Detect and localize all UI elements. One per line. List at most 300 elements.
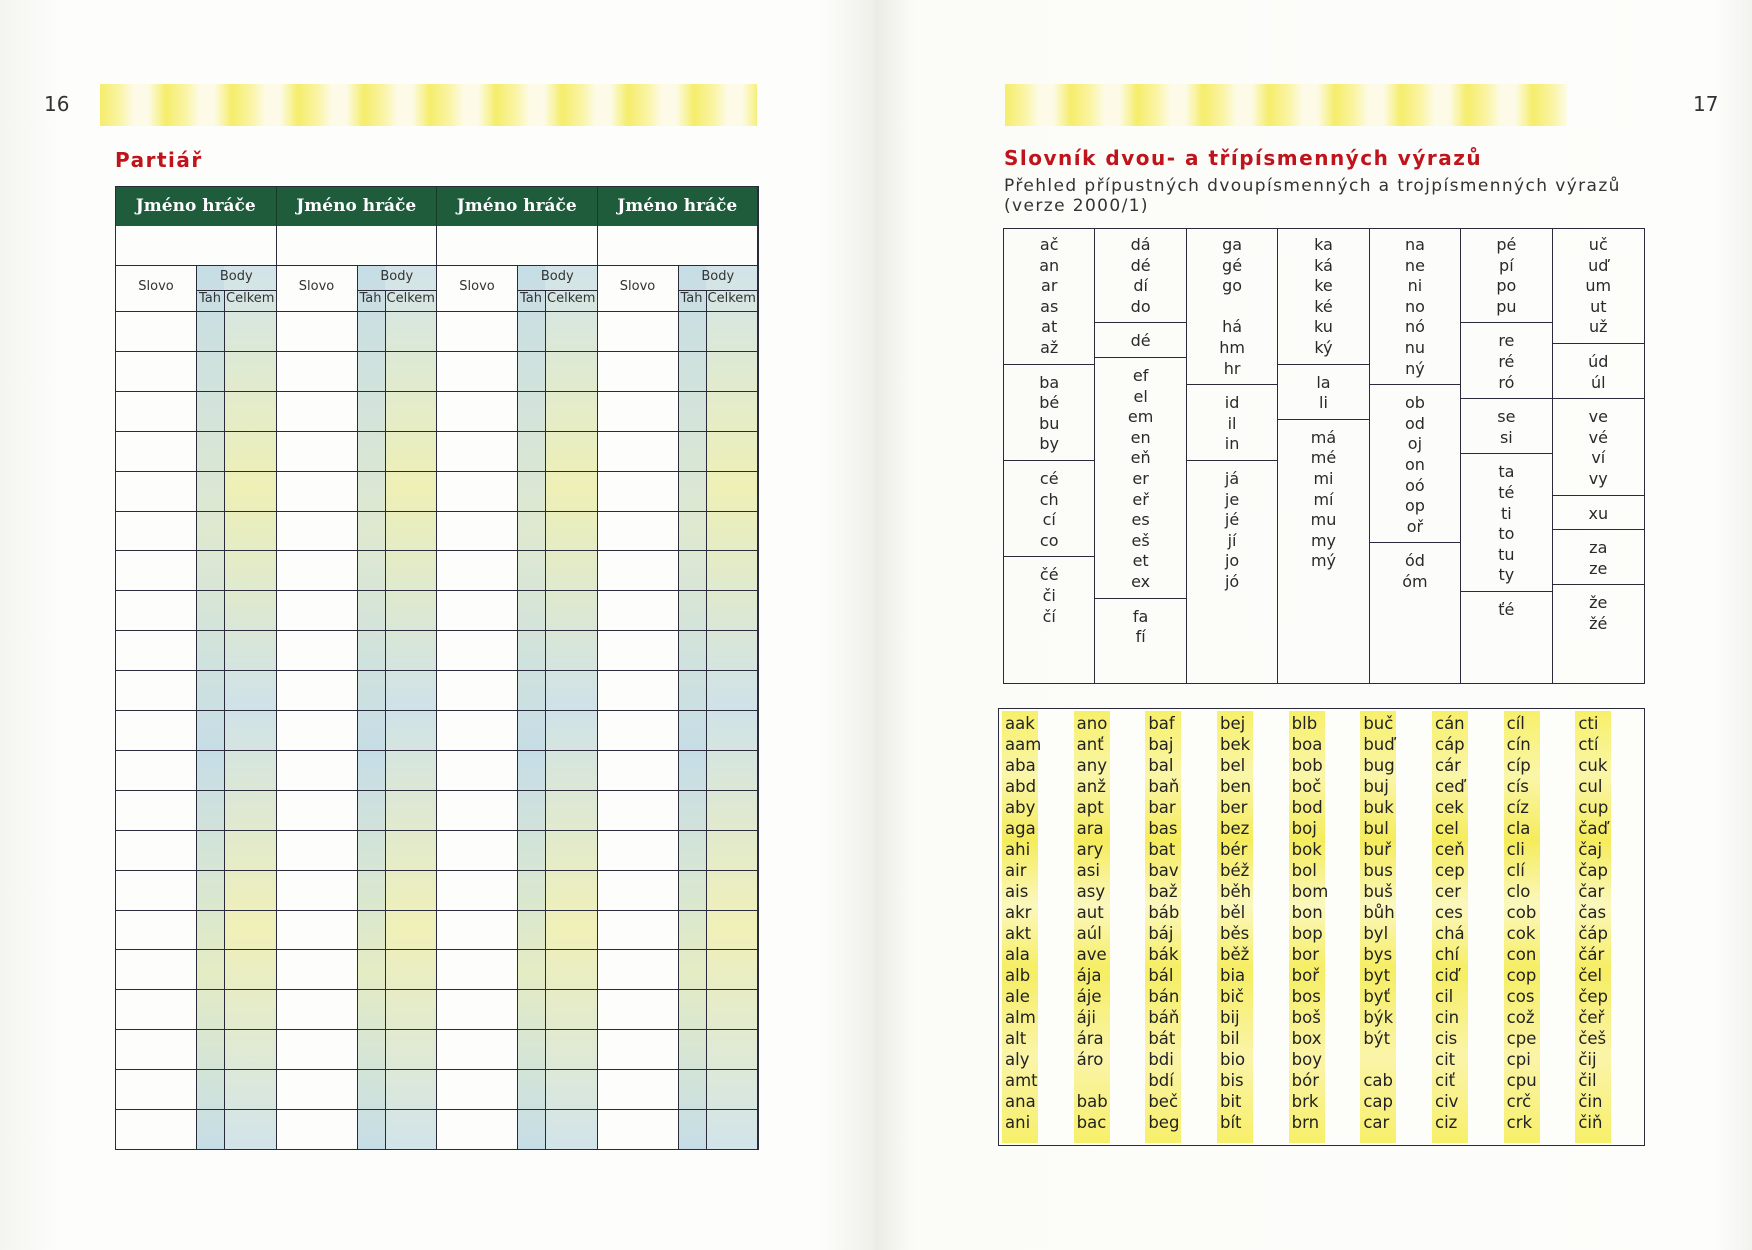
row-line [116,989,758,990]
word-entry: ben [1220,777,1252,796]
word-group [1278,373,1368,414]
word-entry: bab [1076,1092,1108,1111]
word-entry: beč [1148,1092,1179,1111]
word-entry: pí [1499,255,1514,275]
word-entry: alb [1005,966,1031,985]
player-name-header: Jméno hráče [598,187,759,226]
row-line [116,351,758,352]
word-entry: mí [1313,489,1334,509]
word-entry: anž [1076,777,1106,796]
word-entry: běl [1220,903,1246,922]
word-group [1095,607,1185,648]
word-entry: brn [1291,1113,1320,1132]
row-line [116,750,758,751]
word-entry: ob [1404,393,1425,413]
word-entry: amt [1005,1071,1038,1090]
group-divider [1095,598,1185,599]
word-entry: že [1589,593,1608,613]
word-entry: mi [1313,468,1334,488]
word-entry: um [1585,276,1612,296]
word-entry: čap [1578,861,1608,880]
row-line [116,910,758,911]
word-entry: go [1222,276,1243,296]
word-entry: čaj [1578,840,1603,859]
total-column-label: Celkem [226,291,275,306]
total-column-label: Celkem [707,291,756,306]
word-entry: op [1404,496,1425,516]
word-entry: běs [1220,924,1250,943]
two-letter-column [1370,229,1461,683]
word-entry: aly [1005,1050,1030,1069]
row-line [116,870,758,871]
word-entry: ary [1076,840,1104,859]
word-entry: ba [1039,372,1060,392]
word-entry: asi [1076,861,1100,880]
word-entry: ta [1498,462,1515,482]
two-letter-column [1461,229,1552,683]
column-divider [706,291,707,1149]
word-group [1461,600,1551,621]
word-entry: any [1076,756,1107,775]
word-entry: crk [1506,1113,1533,1132]
word-entry: la [1316,372,1331,392]
word-entry: il [1227,413,1237,433]
word-group [1461,462,1551,586]
word-group [1461,407,1551,448]
word-entry: byl [1363,924,1389,943]
word-entry: čij [1578,1050,1597,1069]
word-entry: con [1506,945,1537,964]
three-letter-column [1005,713,1055,1133]
word-group [1004,235,1094,359]
word-entry: ká [1314,255,1333,275]
word-entry: aby [1005,798,1036,817]
two-letter-column [1278,229,1369,683]
word-entry: ťé [1498,600,1515,619]
word-entry: áje [1076,987,1102,1006]
group-divider [1095,357,1185,358]
word-entry [1077,1070,1127,1091]
word-entry: buš [1363,882,1393,901]
page-title: Partiář [115,148,203,172]
word-entry: bug [1363,756,1395,775]
total-column-label: Celkem [386,291,435,306]
word-entry: cíl [1506,714,1525,733]
word-entry: bac [1076,1113,1107,1132]
word-entry: cin [1435,1008,1460,1027]
word-entry: abd [1005,777,1037,796]
word-entry: ceň [1435,840,1465,859]
word-entry: cos [1506,987,1535,1006]
word-entry: oř [1406,516,1424,536]
player-name-box [277,226,438,266]
word-entry: bul [1363,819,1389,838]
word-entry: áji [1076,1008,1096,1027]
group-divider [1461,322,1551,323]
word-entry: ar [1041,276,1058,296]
word-entry: či [1042,585,1056,605]
three-letter-column [1435,713,1485,1133]
word-group [1370,551,1460,592]
word-entry: civ [1435,1092,1459,1111]
word-entry: cí [1042,510,1056,530]
word-entry: cpi [1506,1050,1531,1069]
word-entry: boš [1291,1008,1321,1027]
word-entry: ex [1131,571,1151,591]
word-entry: cel [1435,819,1459,838]
word-entry: asy [1076,882,1106,901]
row-line [116,670,758,671]
column-divider [517,266,518,1149]
word-entry: bor [1291,945,1320,964]
word-entry: bez [1220,819,1250,838]
word-entry: ani [1005,1113,1031,1132]
word-entry: bys [1363,945,1393,964]
left-page [0,0,875,1250]
word-entry: cís [1506,777,1529,796]
player-name-header: Jméno hráče [277,187,438,226]
word-entry: bek [1220,735,1251,754]
word-entry: bór [1291,1071,1320,1090]
word-entry: jo [1224,551,1240,571]
row-line [116,590,758,591]
page-subtitle: Přehled přípustných dvoupísmenných a trojpísmenných výrazů (verze 2000/1) [1004,176,1621,216]
word-entry: ala [1005,945,1030,964]
word-entry: chí [1435,945,1460,964]
move-column-label: Tah [680,291,703,306]
row-line [116,830,758,831]
word-entry: dá [1130,235,1151,254]
word-entry: já [1224,469,1240,488]
word-entry: ale [1005,987,1030,1006]
row-line [116,710,758,711]
word-entry: bel [1220,756,1246,775]
word-entry: bav [1148,861,1179,880]
word-entry: ef [1132,366,1149,385]
word-entry: há [1222,317,1243,337]
points-subheader-line [196,290,277,291]
row-line [116,471,758,472]
word-entry: akt [1005,924,1032,943]
word-entry: ké [1314,296,1333,316]
group-divider [1095,322,1185,323]
word-entry: ty [1498,565,1515,585]
word-entry: akr [1005,903,1032,922]
word-entry: uď [1588,255,1609,275]
word-entry: bit [1220,1092,1242,1111]
word-entry: boa [1291,735,1323,754]
word-column-label: Slovo [298,279,335,294]
word-entry: clo [1506,882,1531,901]
word-entry: eř [1132,489,1149,509]
word-column-label: Slovo [619,279,656,294]
word-entry: běh [1220,882,1252,901]
word-entry: bol [1291,861,1317,880]
word-entry: box [1291,1029,1322,1048]
word-group [1095,366,1185,593]
word-entry: es [1131,510,1150,530]
row-line [116,1149,758,1150]
word-entry: as [1040,296,1059,316]
group-divider [1553,495,1644,496]
two-letter-column [1553,229,1644,683]
word-entry: id [1224,393,1240,413]
word-entry: ais [1005,882,1029,901]
word-entry: pu [1496,296,1517,316]
word-entry: cé [1039,469,1059,488]
word-entry: cíp [1506,756,1531,775]
word-entry [1187,297,1277,318]
header-stripe [1005,84,1567,126]
word-entry: cli [1506,840,1525,859]
word-entry: er [1132,468,1149,488]
word-entry: cab [1363,1071,1393,1090]
total-column-shade [385,266,438,1149]
column-divider [276,226,277,1149]
word-entry: čeř [1578,1008,1605,1027]
word-entry: baf [1148,714,1175,733]
three-letter-words-table [998,708,1645,1146]
word-entry: en [1130,427,1151,447]
word-entry: bič [1220,987,1245,1006]
move-column-shade [678,266,706,1149]
player-name-box [116,226,277,266]
word-entry: ga [1222,235,1243,254]
word-entry: ré [1498,351,1515,371]
two-letter-column [1187,229,1278,683]
word-entry: boj [1291,819,1317,838]
player-name-header: Jméno hráče [116,187,277,226]
word-entry: ne [1404,255,1425,275]
word-entry: apt [1076,798,1104,817]
word-entry: ze [1589,558,1608,578]
word-entry: nu [1404,337,1426,357]
row-line [116,311,758,312]
word-entry: uč [1588,235,1608,254]
word-entry: cár [1435,756,1461,775]
word-entry: úl [1590,372,1606,392]
word-entry: ný [1405,358,1425,378]
word-group [1370,393,1460,537]
group-divider [1278,364,1368,365]
word-entry: li [1319,393,1328,413]
word-entry: air [1005,861,1027,880]
word-entry: ký [1314,337,1333,357]
group-divider [1461,398,1551,399]
word-entry: cul [1578,777,1603,796]
word-entry: baj [1148,735,1174,754]
page-number: 16 [44,92,70,116]
group-divider [1187,460,1277,461]
move-column-label: Tah [359,291,382,306]
word-entry: by [1039,434,1060,454]
word-entry: žé [1589,613,1608,633]
word-entry: buď [1363,735,1395,754]
word-group [1553,352,1644,393]
word-entry: bu [1039,413,1060,433]
word-entry: ara [1076,819,1104,838]
three-letter-column [1220,713,1270,1133]
word-entry: mé [1310,448,1337,468]
word-group [1095,235,1185,317]
group-divider [1553,398,1644,399]
word-entry: bér [1220,840,1248,859]
word-entry: cti [1578,714,1599,733]
word-entry: eň [1130,448,1151,468]
word-entry: si [1499,427,1513,447]
three-letter-column [1507,713,1557,1133]
word-entry: bob [1291,756,1323,775]
word-group [1461,235,1551,317]
two-letter-column [1095,229,1186,683]
word-entry: čel [1578,966,1603,985]
word-entry: čin [1578,1092,1603,1111]
group-divider [1553,584,1644,585]
word-entry: čaď [1578,819,1608,838]
word-entry: to [1498,524,1515,544]
points-column-label: Body [219,269,253,284]
word-entry: bon [1291,903,1323,922]
word-entry: ku [1314,317,1333,337]
word-entry: cer [1435,882,1462,901]
word-entry: cpu [1506,1071,1537,1090]
header-stripe [100,84,757,126]
word-entry: ač [1039,235,1059,254]
word-entry: ber [1220,798,1248,817]
word-entry: cep [1435,861,1465,880]
word-entry: bos [1291,987,1321,1006]
row-line [116,511,758,512]
word-entry: buj [1363,777,1389,796]
word-entry: čár [1578,945,1605,964]
word-group [1187,235,1277,379]
word-entry: buř [1363,840,1392,859]
points-column-label: Body [540,269,574,284]
word-group [1553,235,1644,338]
column-divider [224,291,225,1149]
row-line [116,550,758,551]
word-entry: být [1363,1029,1391,1048]
word-entry: ana [1005,1092,1036,1111]
word-entry: aak [1005,714,1035,733]
word-entry: my [1310,530,1337,550]
two-letter-column [1004,229,1095,683]
word-entry: báj [1148,924,1174,943]
word-entry: cok [1506,924,1536,943]
word-entry: fí [1135,627,1146,647]
row-line [116,790,758,791]
word-entry: bát [1148,1029,1176,1048]
word-entry: bil [1220,1029,1240,1048]
word-entry: bus [1363,861,1393,880]
total-column-shade [706,266,759,1149]
word-entry: čáp [1578,924,1608,943]
player-name-header: Jméno hráče [437,187,598,226]
word-entry: jé [1224,510,1240,530]
three-letter-column [1077,713,1127,1133]
word-entry: té [1498,482,1515,502]
word-entry: dé [1130,255,1151,275]
word-entry: vy [1588,468,1608,488]
three-letter-column [1363,713,1413,1133]
word-entry: ka [1314,235,1333,254]
word-entry: čep [1578,987,1609,1006]
word-entry: brk [1291,1092,1319,1111]
group-divider [1553,529,1644,530]
word-entry: blb [1291,714,1318,733]
word-entry: ces [1435,903,1463,922]
move-column-shade [357,266,385,1149]
word-entry: cla [1506,819,1531,838]
word-entry: on [1404,454,1425,474]
word-entry: byť [1363,987,1391,1006]
word-group [1370,235,1460,379]
word-entry: ti [1500,503,1512,523]
word-entry: aut [1076,903,1104,922]
word-entry: bán [1148,987,1180,1006]
word-entry: bij [1220,1008,1240,1027]
word-entry: ctí [1578,735,1599,754]
word-entry: čil [1578,1071,1597,1090]
word-entry: jí [1227,530,1237,550]
word-entry [1363,1049,1413,1070]
word-entry: el [1133,386,1148,406]
word-entry: cil [1435,987,1454,1006]
word-entry: úd [1588,352,1609,371]
group-divider [1370,384,1460,385]
word-entry: áro [1076,1050,1104,1069]
word-entry: ód [1404,551,1425,571]
word-group [1553,538,1644,579]
player-name-box [437,226,598,266]
word-entry: et [1132,551,1149,571]
word-group [1095,331,1185,352]
move-column-shade [196,266,224,1149]
word-entry: ke [1314,276,1333,296]
group-divider [1461,591,1551,592]
word-entry: ni [1407,276,1423,296]
word-entry: bál [1148,966,1174,985]
word-entry: ve [1588,407,1608,427]
row-line [116,630,758,631]
word-entry: aba [1005,756,1036,775]
word-group [1004,373,1094,455]
page-title: Slovník dvou- a třípísmenných výrazů [1004,146,1483,170]
word-entry: pé [1496,235,1517,254]
word-entry: cek [1435,798,1464,817]
word-entry: aúl [1076,924,1102,943]
points-subheader-line [678,290,759,291]
word-entry: běž [1220,945,1250,964]
word-entry: cín [1506,735,1531,754]
word-entry: bat [1148,840,1176,859]
word-entry: čiň [1578,1113,1603,1132]
word-entry: ch [1039,489,1059,509]
word-entry: aam [1005,735,1042,754]
move-column-label: Tah [520,291,542,306]
word-entry: co [1039,530,1059,550]
word-entry: cáp [1435,735,1465,754]
word-entry: češ [1578,1029,1607,1048]
word-group [1553,407,1644,489]
column-divider [757,226,758,1149]
two-letter-words-table [1003,228,1645,684]
word-entry: chá [1435,924,1465,943]
word-entry: po [1496,276,1517,296]
word-entry: bar [1148,798,1176,817]
word-entry: ceď [1435,777,1465,796]
word-group [1461,331,1551,393]
